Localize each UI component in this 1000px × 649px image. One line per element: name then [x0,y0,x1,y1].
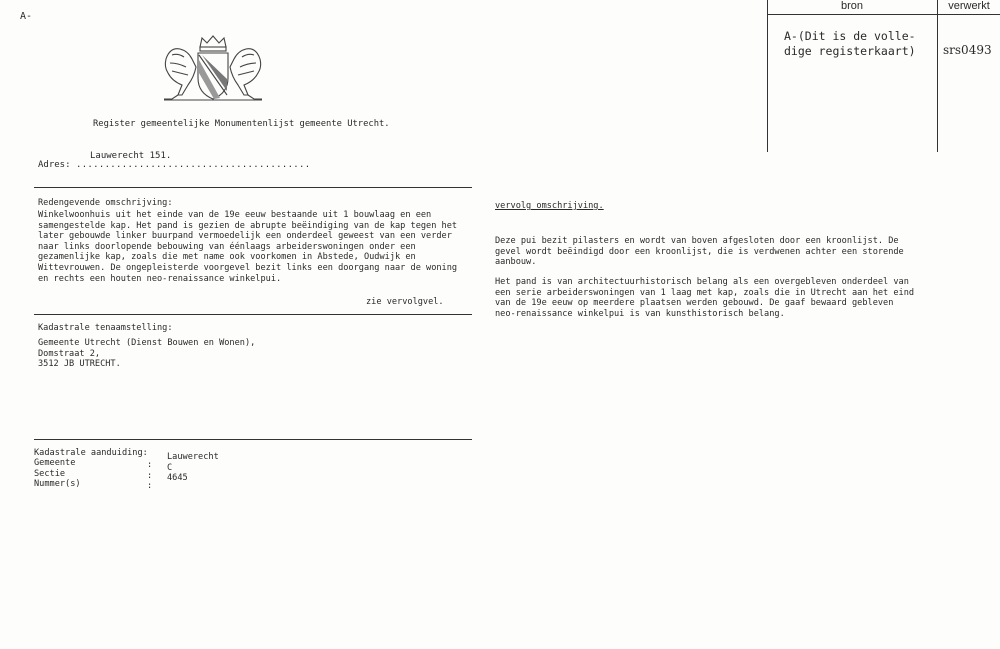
divider [34,439,472,440]
description-heading: Redengevende omschrijving: [38,198,173,208]
aanduiding-labels: Gemeente Sectie Nummer(s) [34,458,81,490]
aanduiding-colons: : : : [147,460,153,492]
address-label: Adres: [38,160,71,170]
vervolg-paragraph-1: Deze pui bezit pilasters en wordt van boven afgesloten door een kroonlijst. De gevel wordt beëindigd door een kroonlijst, die is verdwenen achter een storende aanbouw. [495,236,904,268]
coat-of-arms-logo [158,33,268,103]
description-text: Winkelwoonhuis uit het einde van de 19e eeuw bestaande uit 1 bouwlaag en een samengestelde kap. Het pand is gezien de abrupte beëindiging van de kap tegen het later gebouwde linker buurpand vermoedelijk een onderdeel geweest van een verder naar links doorlopende bebouwing van éénlaags arbeiderswoningen onder een gezamenlijke kap, zoals die met name ook voorkomen in Abstede, Oudwijk en Wittevrouwen. De ongepleisterde voorgevel bezit links een doorgang naar de woning en rechts een houten neo-renaissance winkelpui. [38,210,458,284]
divider [34,314,472,315]
corner-mark: A- [20,11,33,22]
register-title: Register gemeentelijke Monumentenlijst gemeente Utrecht. [93,119,390,129]
divider [34,187,472,188]
address-dots: ......................................... [76,160,311,170]
verwerkt-code: srs0493 [943,43,992,57]
column-header-verwerkt: verwerkt [948,0,990,12]
tenaamstelling-heading: Kadastrale tenaamstelling: [38,323,173,333]
address-value: Lauwerecht 151. [90,151,172,161]
tenaamstelling-text: Gemeente Utrecht (Dienst Bouwen en Wonen), Domstraat 2, 3512 JB UTRECHT. [38,338,256,370]
aanduiding-heading: Kadastrale aanduiding: [34,448,148,458]
bron-text: A-(Dit is de volle- dige registerkaart) [784,29,916,58]
column-header-bron: bron [840,0,864,12]
vervolg-paragraph-2: Het pand is van architectuurhistorisch belang als een overgebleven onderdeel van een serie arbeiderswoningen van 1 laag met kap, zoals die in Utrecht aan het eind van de 19e eeuw op meerdere plaatsen werden gebouwd. De gaaf bewaard gebleven neo-renaissance winkelpui is van kunsthistorisch belang. [495,277,915,319]
aanduiding-values: Lauwerecht C 4645 [167,452,219,484]
vervolg-heading: vervolg omschrijving. [495,201,604,211]
continued-note: zie vervolgvel. [366,297,444,307]
